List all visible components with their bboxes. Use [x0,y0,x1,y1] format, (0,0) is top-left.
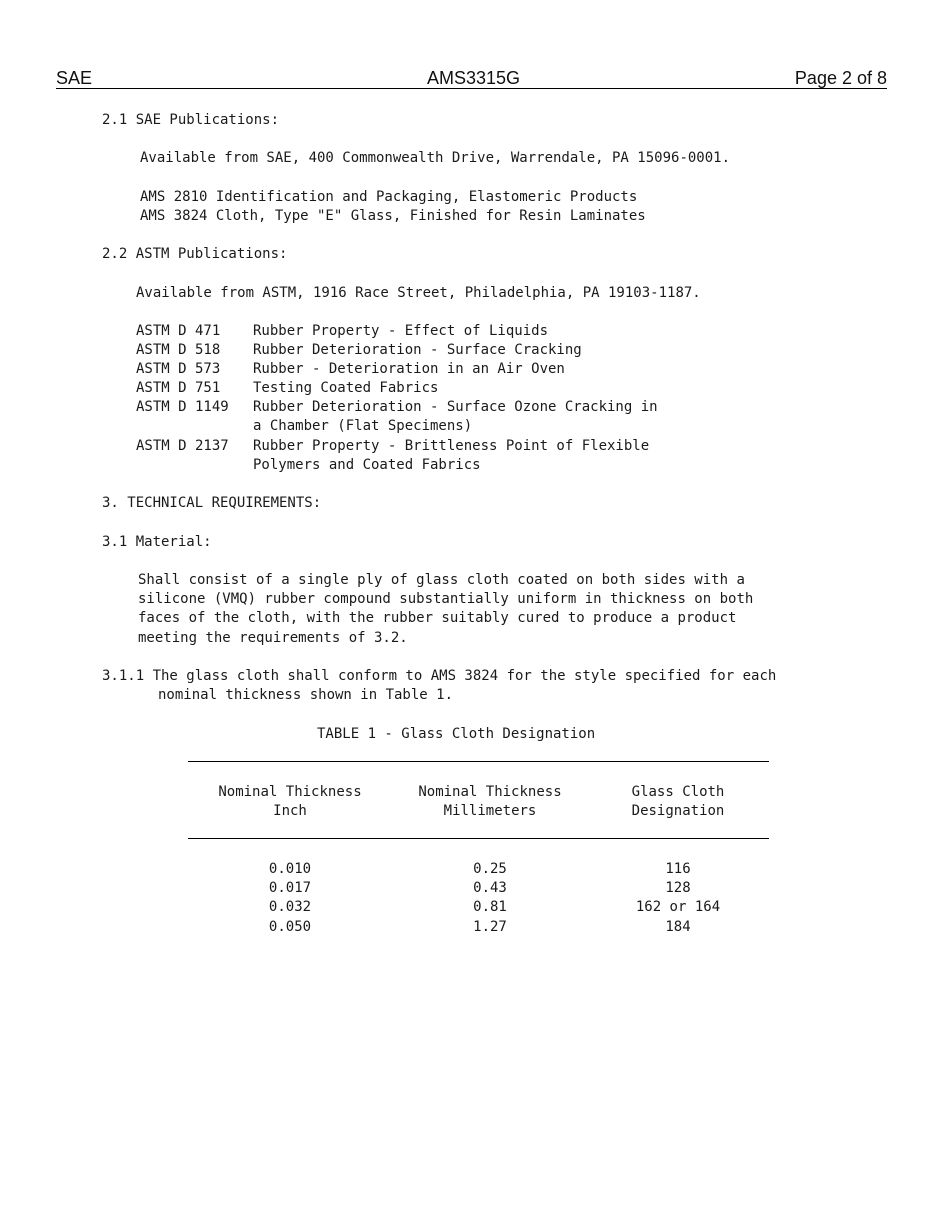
material-para-line: faces of the cloth, with the rubber suitably cured to produce a product [138,610,737,626]
astm-availability: Available from ASTM, 1916 Race Street, Philadelphia, PA 19103-1187. [136,285,701,301]
astm-ref-title: Rubber Deterioration - Surface Cracking [253,342,582,358]
header-doc-number: AMS3315G [427,68,521,88]
table-cell: 0.43 [473,880,507,897]
section-3-1-heading: 3.1 Material: [102,534,212,550]
table-cell: 0.81 [473,899,507,916]
table-caption: TABLE 1 - Glass Cloth Designation [317,726,596,742]
astm-ref-title: Testing Coated Fabrics [253,380,439,396]
material-para-line: Shall consist of a single ply of glass cloth coated on both sides with a [138,572,745,588]
table-cell: 0.25 [473,861,507,877]
header-page-number: Page 2 of 8 [794,68,887,88]
astm-ref-code: ASTM D 518 [136,342,221,358]
section-2-1-heading: 2.1 SAE Publications: [102,112,280,128]
astm-ref-title: Rubber Deterioration - Surface Ozone Cracking in [253,399,658,415]
sae-ref: AMS 3824 Cloth, Type "E" Glass, Finished for Resin Laminates [140,208,646,224]
sae-availability: Available from SAE, 400 Commonwealth Drive, Warrendale, PA 15096-0001. [140,150,731,166]
table-column-inch [190,860,390,937]
section-3-1-1-line: nominal thickness shown in Table 1. [158,687,454,703]
sae-ref: AMS 2810 Identification and Packaging, Elastomeric Products [140,189,638,205]
table-cell: 162 or 164 [635,899,721,916]
table-cell: 0.050 [268,918,312,935]
astm-ref-title-cont: a Chamber (Flat Specimens) [253,418,473,434]
header-rule [56,88,887,89]
table-cell: 184 [665,918,691,935]
astm-ref-code: ASTM D 751 [136,380,221,396]
table-header-cloth-designation: Glass Cloth Designation [631,784,725,820]
table-cell: 0.017 [268,880,312,897]
astm-ref-title: Rubber - Deterioration in an Air Oven [253,361,565,377]
astm-ref-code: ASTM D 573 [136,361,221,377]
astm-ref-code: ASTM D 2137 [136,438,229,454]
section-3-heading: 3. TECHNICAL REQUIREMENTS: [102,495,322,511]
table-cell: 128 [665,880,691,897]
table-header-thickness-inch: Nominal Thickness Inch [218,784,362,820]
header-doc-org: SAE [56,68,93,88]
astm-ref-title-cont: Polymers and Coated Fabrics [253,457,481,473]
table-top-rule [188,761,769,762]
table-header-thickness-mm: Nominal Thickness Millimeters [418,784,562,820]
astm-ref-code: ASTM D 471 [136,323,221,339]
astm-ref-title: Rubber Property - Brittleness Point of Flexible [253,438,650,454]
table-header-rule [188,838,769,839]
table-cell: 116 [665,861,691,877]
table-cell: 0.010 [268,861,312,877]
table-column-designation [578,860,778,937]
table-cell: 0.032 [268,899,312,916]
table-cell: 1.27 [473,918,507,935]
section-2-2-heading: 2.2 ASTM Publications: [102,246,288,262]
material-para-line: silicone (VMQ) rubber compound substantially uniform in thickness on both [138,591,754,607]
table-column-mm [390,860,590,937]
astm-ref-title: Rubber Property - Effect of Liquids [253,323,549,339]
astm-ref-code: ASTM D 1149 [136,399,229,415]
material-para-line: meeting the requirements of 3.2. [138,630,408,646]
section-3-1-1-line: 3.1.1 The glass cloth shall conform to AMS 3824 for the style specified for each [102,668,777,684]
